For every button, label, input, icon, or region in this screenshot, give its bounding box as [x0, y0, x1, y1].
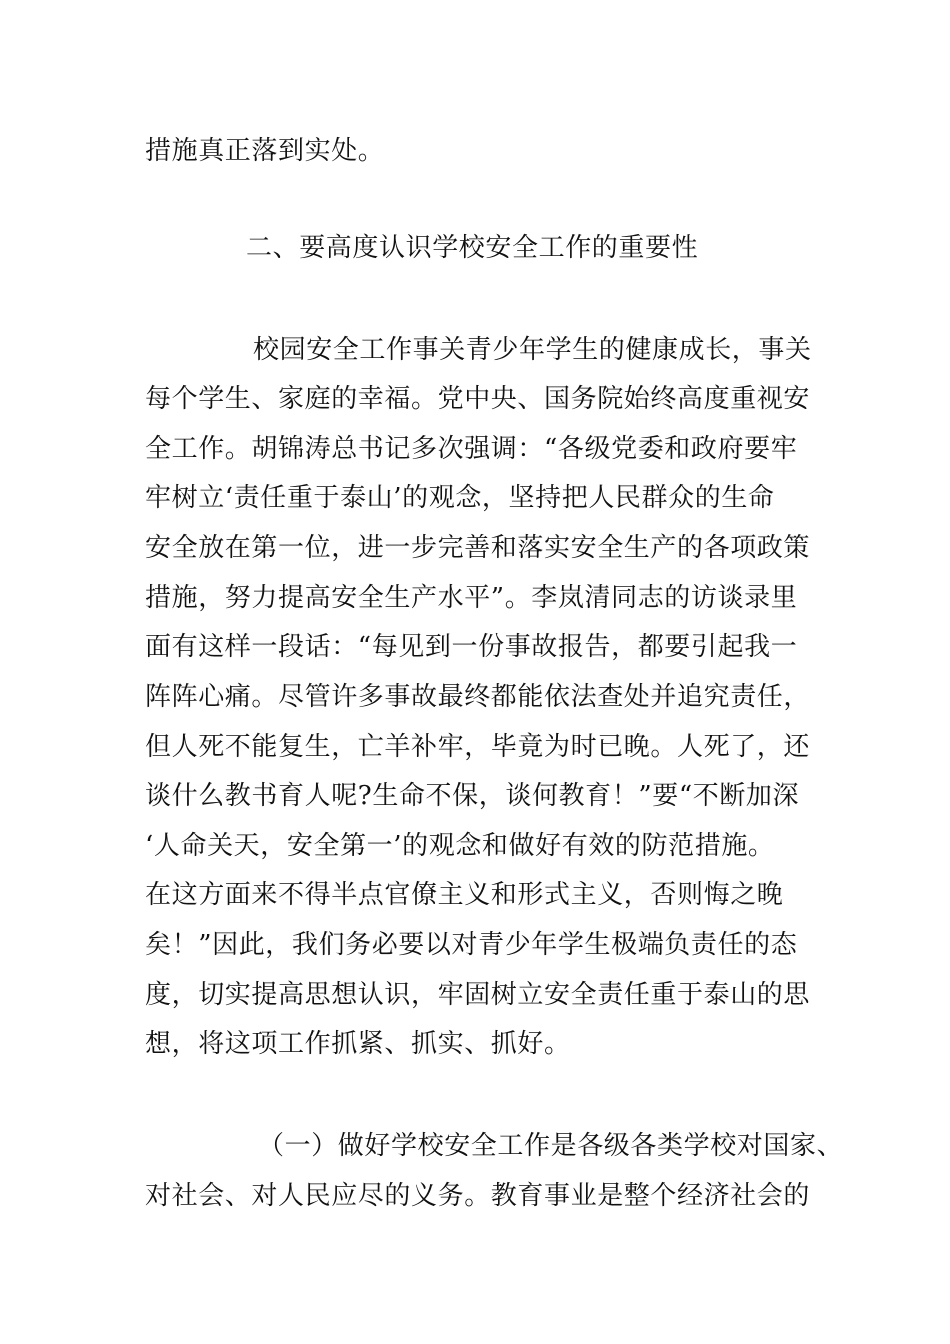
paragraph-line: 全工作。胡锦涛总书记多次强调：“各级党委和政府要牢 [145, 434, 798, 464]
paragraph-line: ‘人命关天，安全第一’的观念和做好有效的防范措施。 [145, 831, 775, 861]
paragraph-line: 措施，努力提高安全生产水平”。李岚清同志的访谈录里 [145, 583, 798, 613]
paragraph-line: 想，将这项工作抓紧、抓实、抓好。 [145, 1029, 571, 1059]
paragraph-line: （一）做好学校安全工作是各级各类学校对国家、 [258, 1131, 844, 1161]
section-heading: 二、要高度认识学校安全工作的重要性 [246, 233, 699, 263]
paragraph-line: 牢树立‘责任重于泰山’的观念，坚持把人民群众的生命 [145, 483, 775, 513]
paragraph-line: 矣！”因此，我们务必要以对青少年学生极端负责任的态 [145, 930, 798, 960]
paragraph-line: 措施真正落到实处。 [145, 136, 385, 166]
paragraph-line: 校园安全工作事关青少年学生的健康成长，事关 [253, 335, 812, 365]
paragraph-line: 阵阵心痛。尽管许多事故最终都能依法查处并追究责任， [145, 682, 811, 712]
paragraph-line: 度，切实提高思想认识，牢固树立安全责任重于泰山的思 [145, 980, 811, 1010]
paragraph-line: 面有这样一段话：“每见到一份事故报告，都要引起我一 [145, 632, 798, 662]
paragraph-line: 每个学生、家庭的幸福。党中央、国务院始终高度重视安 [145, 384, 811, 414]
paragraph-line: 安全放在第一位，进一步完善和落实安全生产的各项政策 [145, 533, 811, 563]
paragraph-line: 但人死不能复生，亡羊补牢，毕竟为时已晚。人死了，还 [145, 732, 811, 762]
paragraph-line: 对社会、对人民应尽的义务。教育事业是整个经济社会的 [145, 1181, 811, 1211]
paragraph-line: 在这方面来不得半点官僚主义和形式主义，否则悔之晚 [145, 880, 784, 910]
paragraph-line: 谈什么教书育人呢?生命不保，谈何教育！”要“不断加深 [145, 781, 800, 811]
